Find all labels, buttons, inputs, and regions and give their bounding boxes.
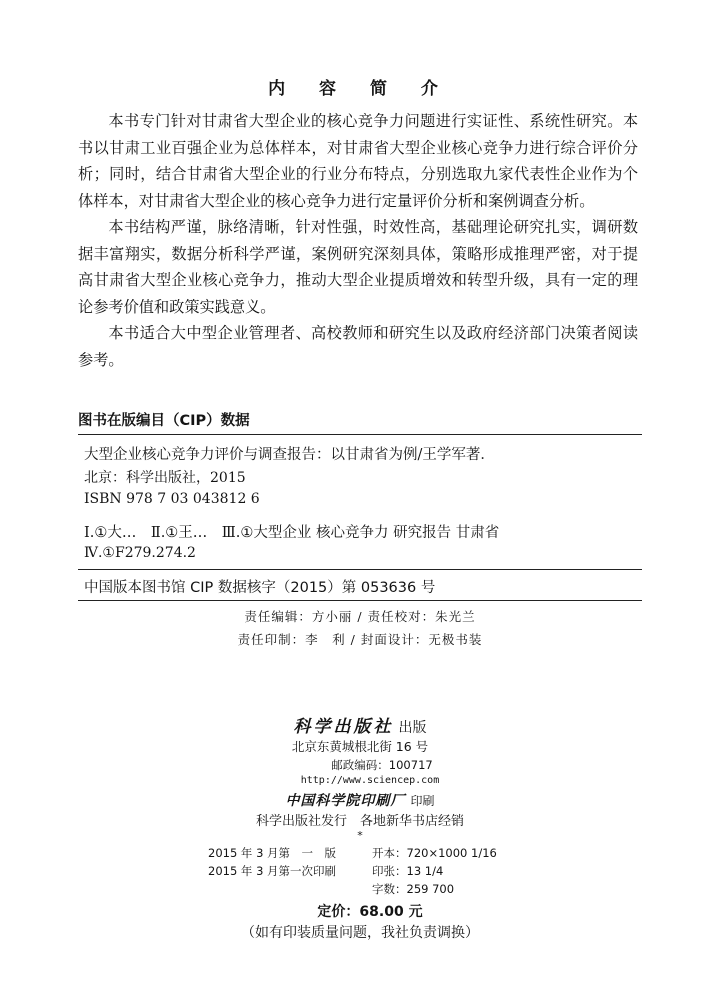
printer-suffix: 印刷 (410, 794, 435, 808)
publisher-logo-text: 科学出版社 (293, 717, 394, 737)
edition-date: 2015 年 3 月第 一 版 (208, 846, 337, 860)
cip-isbn-line: ISBN 978 7 03 043812 6 (84, 491, 260, 507)
price-label: 定价：68.00 元 (317, 904, 423, 920)
printer-line (0, 790, 720, 810)
staff-line-editors: 责任编辑：方小丽 / 责任校对：朱光兰 (244, 609, 476, 624)
staff-line-printing: 责任印制：李 利 / 封面设计：无极书装 (237, 632, 483, 647)
separator-asterisk: * (357, 829, 363, 842)
cip-heading: 图书在版编目（CIP）数据 (78, 413, 250, 429)
publisher-suffix: 出版 (398, 720, 427, 736)
cip-publisher-line: 北京：科学出版社，2015 (84, 470, 246, 486)
word-count: 字数：259 700 (372, 882, 455, 896)
cip-bottom-rule (78, 600, 642, 601)
quality-note: （如有印装质量问题，我社负责调换） (241, 925, 479, 941)
format-size: 开本：720×1000 1/16 (372, 846, 497, 860)
cip-classification-line: Ⅳ.①F279.274.2 (84, 545, 196, 561)
printed-sheets: 印张：13 1/4 (372, 864, 444, 878)
publisher-website: http://www.sciencep.com (300, 775, 440, 786)
intro-text (78, 108, 638, 373)
distribution-line: 科学出版社发行 各地新华书店经销 (255, 814, 464, 829)
cip-top-rule (78, 434, 642, 435)
intro-paragraph: 本书结构严谨，脉络清晰，针对性强，时效性高，基础理论研究扎实，调研数据丰富翔实，数据分析科学严谨，案例研究深刻具体，策略形成推理严密，对于提高甘肃省大型企业核心竞争力，推动大型企业提质增效和转型升级，具有一定的理论参考价值和政策实践意义。 (78, 218, 638, 316)
cip-title-line: 大型企业核心竞争力评价与调查报告：以甘肃省为例/王学军著． (84, 447, 495, 463)
publisher-postcode: 邮政编码：100717 (331, 758, 433, 772)
cip-middle-rule (78, 569, 642, 570)
publisher-address: 北京东黄城根北街 16 号 (291, 739, 429, 754)
publisher-line (0, 712, 720, 737)
intro-paragraph: 本书适合大中型企业管理者、高校教师和研究生以及政府经济部门决策者阅读参考。 (78, 324, 638, 369)
intro-paragraph: 本书专门针对甘肃省大型企业的核心竞争力问题进行实证性、系统性研究。本书以甘肃工业百强企业为总体样本，对甘肃省大型企业核心竞争力进行综合评价分析；同时，结合甘肃省大型企业的行业分布特点，分别选取九家代表性企业作为个体样本，对甘肃省大型企业的核心竞争力进行定量评价分析和案例调查分析。 (78, 112, 638, 210)
intro-title: 内 容 简 介 (268, 79, 452, 99)
printer-name: 中国科学院印刷厂 (285, 793, 406, 809)
cip-subjects-line: Ⅰ.①大… Ⅱ.①王… Ⅲ.①大型企业 核心竞争力 研究报告 甘肃省 (84, 525, 500, 541)
printing-date: 2015 年 3 月第一次印刷 (208, 864, 337, 878)
cip-data-verification: 中国版本图书馆 CIP 数据核字（2015）第 053636 号 (84, 580, 436, 596)
